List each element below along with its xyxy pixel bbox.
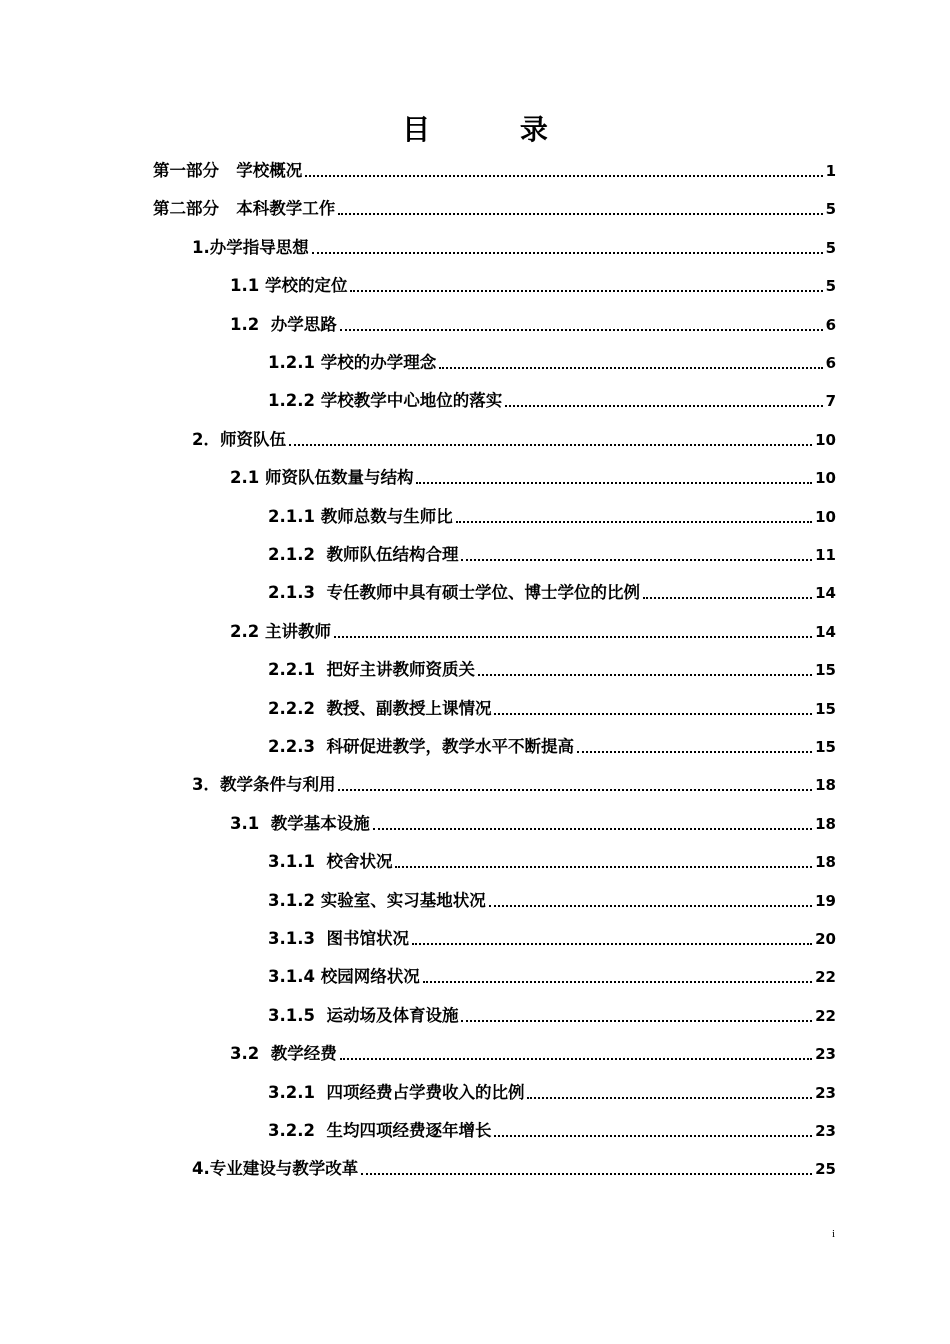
toc-entry[interactable] [268, 958, 836, 988]
toc-dot-leader [461, 1020, 812, 1022]
toc-entry[interactable] [192, 229, 836, 259]
toc-entry-text: 2．师资队伍 [192, 429, 286, 449]
toc-entry[interactable] [268, 344, 836, 374]
toc-entry-text: 2.2.2 教授、副教授上课情况 [268, 698, 492, 718]
toc-dot-leader [416, 482, 812, 484]
toc-title: 目 录 [402, 113, 588, 146]
toc-entry[interactable] [192, 1150, 836, 1180]
toc-entry[interactable] [230, 267, 836, 297]
toc-entry-page: 15 [815, 738, 836, 756]
page-number: i [832, 1228, 836, 1240]
toc-entry-text: 1.办学指导思想 [192, 237, 309, 257]
toc-dot-leader [577, 751, 812, 753]
toc-entry-page: 19 [815, 891, 836, 910]
toc-entry-page: 23 [815, 1122, 836, 1140]
toc-dot-leader [489, 905, 812, 907]
toc-entry[interactable] [268, 728, 836, 758]
toc-dot-leader [338, 213, 822, 215]
toc-entry[interactable] [268, 882, 836, 912]
toc-entry-page: 7 [825, 392, 836, 411]
toc-entry-page: 10 [815, 507, 836, 526]
toc-entry-text: 4.专业建设与教学改革 [192, 1159, 359, 1179]
toc-entry[interactable] [268, 536, 836, 566]
toc-entry[interactable] [230, 306, 836, 336]
toc-entry-page: 18 [815, 814, 836, 833]
toc-entry-text: 3.2.1 四项经费占学费收入的比例 [268, 1082, 525, 1102]
toc-entry-text: 1.2 办学思路 [230, 314, 337, 334]
toc-entry-page: 14 [815, 584, 836, 603]
toc-entry-text: 1.2.1 学校的办学理念 [268, 353, 437, 372]
toc-dot-leader [361, 1173, 812, 1175]
toc-entry[interactable] [268, 574, 836, 604]
toc-entry-page: 6 [825, 354, 836, 372]
toc-entry-page: 1 [825, 162, 836, 180]
toc-dot-leader [494, 1135, 812, 1137]
toc-dot-leader [461, 559, 812, 561]
toc-dot-leader [289, 444, 812, 446]
toc-entry-text: 2.2.3 科研促进教学，教学水平不断提高 [268, 737, 574, 756]
toc-entry[interactable] [230, 805, 836, 835]
toc-entry[interactable] [153, 190, 836, 220]
toc-entry-text: 3.1.1 校舍状况 [268, 852, 393, 872]
toc-entry-page: 22 [815, 1006, 836, 1025]
toc-entry[interactable] [268, 843, 836, 873]
toc-entry-page: 18 [815, 853, 836, 872]
toc-entry-page: 18 [815, 776, 836, 795]
toc-entry-page: 10 [815, 469, 836, 488]
toc-dot-leader [395, 866, 812, 868]
toc-entry-text: 3.1.2 实验室、实习基地状况 [268, 890, 486, 910]
toc-entry-page: 11 [815, 546, 836, 564]
toc-entry-page: 5 [825, 200, 836, 219]
toc-entry-text: 2.2.1 把好主讲教师资质关 [268, 660, 475, 680]
toc-entry[interactable] [268, 920, 836, 950]
toc-dot-leader [456, 521, 812, 523]
toc-dot-leader [350, 290, 822, 292]
toc-entry[interactable] [230, 1035, 836, 1065]
toc-dot-leader [494, 713, 812, 715]
toc-entry-text: 2.1 师资队伍数量与结构 [230, 468, 414, 488]
toc-entry-text: 1.2.2 学校教学中心地位的落实 [268, 391, 503, 411]
toc-entry-text: 3.1.3 图书馆状况 [268, 929, 409, 948]
toc-entry-page: 25 [815, 1160, 836, 1179]
toc-entry[interactable] [153, 152, 836, 182]
toc-entry-text: 第二部分 本科教学工作 [153, 199, 336, 219]
toc-dot-leader [412, 943, 812, 945]
toc-entry-page: 15 [815, 699, 836, 718]
toc-entry[interactable] [268, 690, 836, 720]
toc-dot-leader [423, 981, 812, 983]
toc-entry-page: 5 [825, 238, 836, 257]
toc-entry-text: 3.1.5 运动场及体育设施 [268, 1005, 459, 1025]
toc-entry-page: 14 [815, 622, 836, 641]
toc-dot-leader [478, 674, 812, 676]
toc-entry[interactable] [268, 1112, 836, 1142]
toc-entry-text: 2.2 主讲教师 [230, 621, 331, 641]
toc-entry-page: 22 [815, 968, 836, 987]
toc-dot-leader [312, 252, 823, 254]
toc-entry[interactable] [192, 421, 836, 451]
toc-entry-page: 5 [825, 277, 836, 296]
toc-entry-text: 3．教学条件与利用 [192, 775, 336, 795]
toc-dot-leader [305, 175, 822, 177]
toc-entry-page: 15 [815, 661, 836, 680]
toc-dot-leader [505, 405, 822, 407]
toc-entry[interactable] [268, 498, 836, 528]
toc-dot-leader [340, 1058, 812, 1060]
toc-entry[interactable] [230, 613, 836, 643]
toc-entry-page: 6 [825, 315, 836, 334]
toc-dot-leader [527, 1097, 812, 1099]
toc-dot-leader [439, 367, 822, 369]
toc-entry-text: 3.2.2 生均四项经费逐年增长 [268, 1121, 492, 1140]
toc-entry-text: 第一部分 学校概况 [153, 161, 303, 180]
toc-entry-text: 2.1.1 教师总数与生师比 [268, 506, 453, 526]
toc-entry-text: 3.1.4 校园网络状况 [268, 967, 420, 987]
toc-entry-text: 2.1.2 教师队伍结构合理 [268, 545, 459, 564]
toc-entry-text: 3.1 教学基本设施 [230, 813, 370, 833]
toc-entry[interactable] [268, 997, 836, 1027]
toc-entry-text: 3.2 教学经费 [230, 1044, 337, 1064]
toc-entry-text: 1.1 学校的定位 [230, 276, 348, 296]
toc-entry[interactable] [230, 459, 836, 489]
toc-entry-page: 23 [815, 1083, 836, 1102]
toc-entry-page: 10 [815, 430, 836, 449]
toc-dot-leader [334, 636, 812, 638]
toc-dot-leader [338, 789, 812, 791]
toc-entry-text: 2.1.3 专任教师中具有硕士学位、博士学位的比例 [268, 583, 640, 603]
toc-dot-leader [340, 329, 823, 331]
toc-entry[interactable] [268, 651, 836, 681]
toc-entry-page: 20 [815, 930, 836, 948]
toc-entry[interactable] [192, 766, 836, 796]
toc-dot-leader [643, 597, 812, 599]
toc-dot-leader [373, 828, 812, 830]
toc-entry-page: 23 [815, 1045, 836, 1064]
toc-entry[interactable] [268, 382, 836, 412]
toc-entry[interactable] [268, 1074, 836, 1104]
